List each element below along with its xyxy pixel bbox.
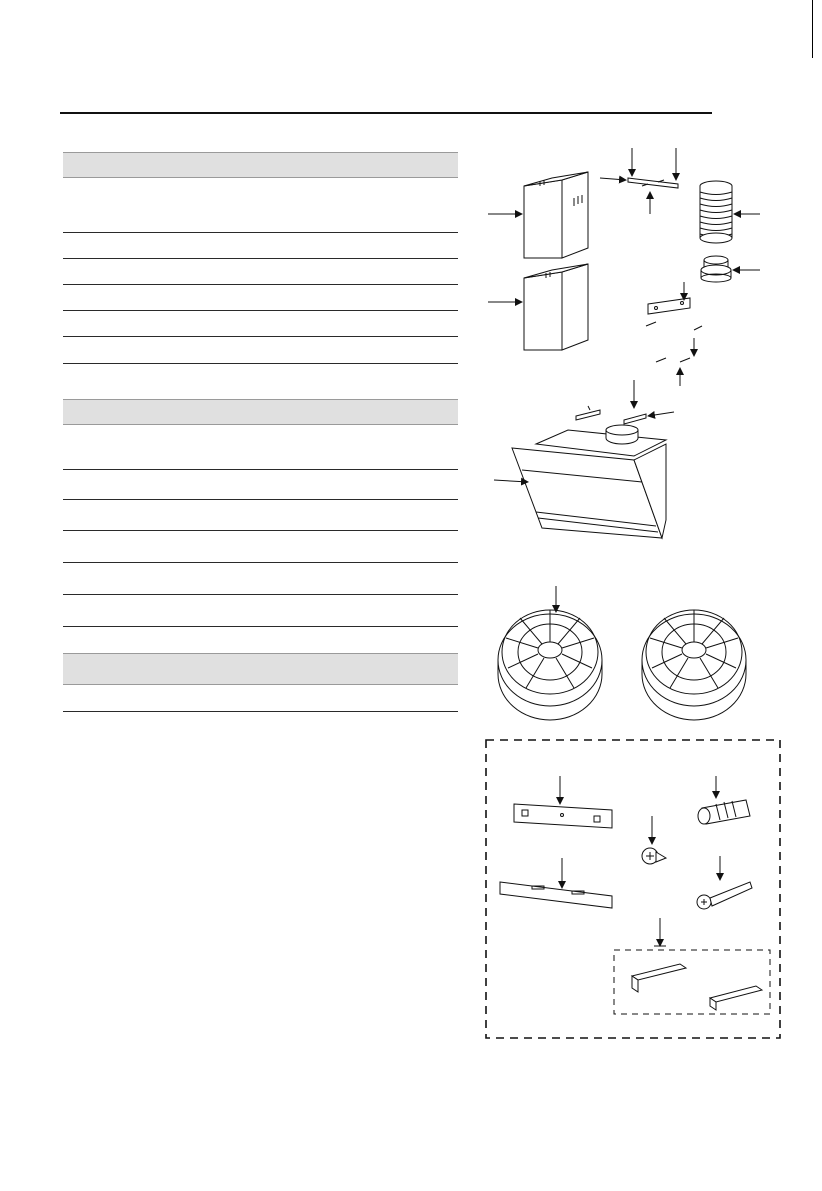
- table-row: [63, 469, 458, 470]
- table-row: [63, 626, 458, 627]
- carbon-filter-icon: [498, 586, 602, 720]
- table-row: [63, 711, 458, 712]
- duct-adapter-icon: [701, 256, 760, 282]
- table-row: [63, 336, 458, 337]
- table-row: [63, 258, 458, 259]
- hood-l-bracket-icon: [576, 380, 674, 424]
- table-row: [63, 499, 458, 500]
- table-row: [63, 232, 458, 233]
- table-row: [63, 284, 458, 285]
- table-row: [63, 310, 458, 311]
- wall-bracket-b-icon: [500, 858, 612, 908]
- screw-icon: [642, 816, 666, 864]
- flexible-duct-icon: [700, 181, 760, 243]
- table-a-header: [63, 152, 458, 178]
- hood-bracket-icon: [646, 282, 702, 386]
- chimney-upper-icon: [488, 172, 588, 258]
- wall-plug-icon: [698, 776, 750, 824]
- table-row: [63, 363, 458, 364]
- carbon-filter-icon: [642, 610, 746, 720]
- table-row: [63, 594, 458, 595]
- wall-bracket-a-icon: [514, 776, 612, 828]
- table-row: [63, 530, 458, 531]
- table-c-header: [63, 653, 458, 685]
- long-screw-icon: [697, 856, 752, 909]
- title-rule: [60, 112, 712, 114]
- parts-figure: [470, 140, 815, 1050]
- chimney-bracket-icon: [600, 148, 678, 214]
- cooker-hood-icon: [494, 425, 666, 538]
- table-b-header: [63, 399, 458, 425]
- chimney-lower-icon: [488, 264, 588, 350]
- table-row: [63, 562, 458, 563]
- l-bracket-icon: [632, 918, 762, 1010]
- crop-mark: [812, 0, 813, 58]
